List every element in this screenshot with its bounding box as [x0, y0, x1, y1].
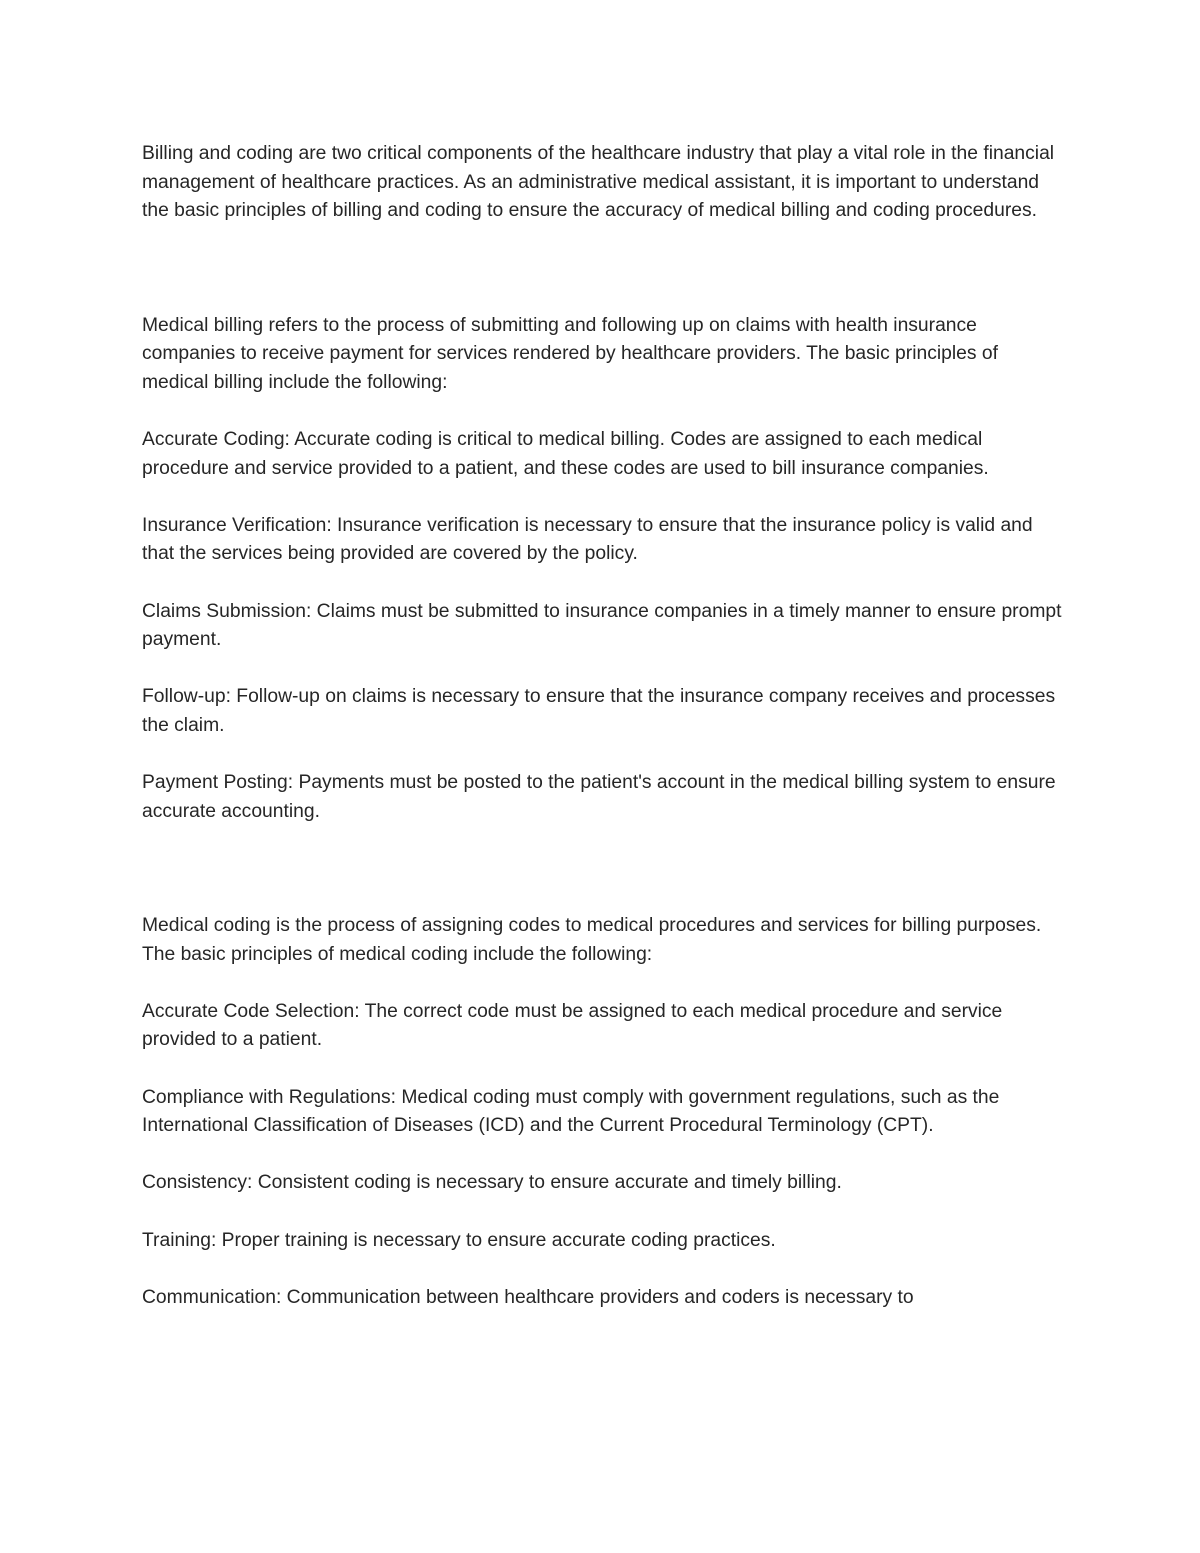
section-spacer	[142, 826, 1067, 912]
coding-item-consistency: Consistency: Consistent coding is necessary to ensure accurate and timely billing.	[142, 1172, 842, 1194]
document-body	[142, 140, 1067, 1312]
coding-item-compliance: Compliance with Regulations: Medical coding must comply with government regulations, such as the International Classification of Diseases (ICD) and the Current Procedural Terminology (CPT).	[142, 1086, 1000, 1137]
paragraph-spacer	[142, 969, 1067, 998]
coding-intro-paragraph: Medical coding is the process of assigning codes to medical procedures and services for billing purposes. The basic principles of medical coding include the following:	[142, 915, 1042, 965]
paragraph-spacer	[142, 1055, 1067, 1084]
coding-item-accurate-code-selection: Accurate Code Selection: The correct code must be assigned to each medical procedure and service provided to a patient.	[142, 1000, 1003, 1051]
coding-item-communication: Communication: Communication between healthcare providers and coders is necessary to	[142, 1286, 914, 1308]
billing-item-follow-up: Follow-up: Follow-up on claims is necessary to ensure that the insurance company receives and processes the claim.	[142, 686, 1056, 736]
paragraph-spacer	[142, 655, 1067, 684]
billing-item-insurance-verification: Insurance Verification: Insurance verification is necessary to ensure that the insurance policy is valid and that the services being provided are covered by the policy.	[142, 514, 1033, 565]
billing-item-accurate-coding: Accurate Coding: Accurate coding is critical to medical billing. Codes are assigned to each medical procedure and service provided to a patient, and these codes are used to bill insurance companies.	[142, 428, 989, 479]
intro-paragraph: Billing and coding are two critical components of the healthcare industry that play a vital role in the financial management of healthcare practices. As an administrative medical assistant, it is important to understand the basic principles of billing and coding to ensure the accuracy of medical billing and coding procedures.	[142, 143, 1055, 222]
coding-item-training: Training: Proper training is necessary to ensure accurate coding practices.	[142, 1229, 776, 1251]
paragraph-spacer	[142, 483, 1067, 512]
section-spacer	[142, 226, 1067, 312]
billing-intro-paragraph: Medical billing refers to the process of submitting and following up on claims with health insurance companies to receive payment for services rendered by healthcare providers. The basic principles of medical billing include the following:	[142, 314, 998, 393]
paragraph-spacer	[142, 569, 1067, 598]
paragraph-spacer	[142, 1141, 1067, 1170]
billing-item-payment-posting: Payment Posting: Payments must be posted to the patient's account in the medical billing system to ensure accurate accounting.	[142, 772, 1056, 822]
billing-item-claims-submission: Claims Submission: Claims must be submitted to insurance companies in a timely manner to ensure prompt payment.	[142, 600, 1062, 651]
paragraph-spacer	[142, 397, 1067, 426]
paragraph-spacer	[142, 1198, 1067, 1227]
paragraph-spacer	[142, 1255, 1067, 1284]
paragraph-spacer	[142, 740, 1067, 769]
